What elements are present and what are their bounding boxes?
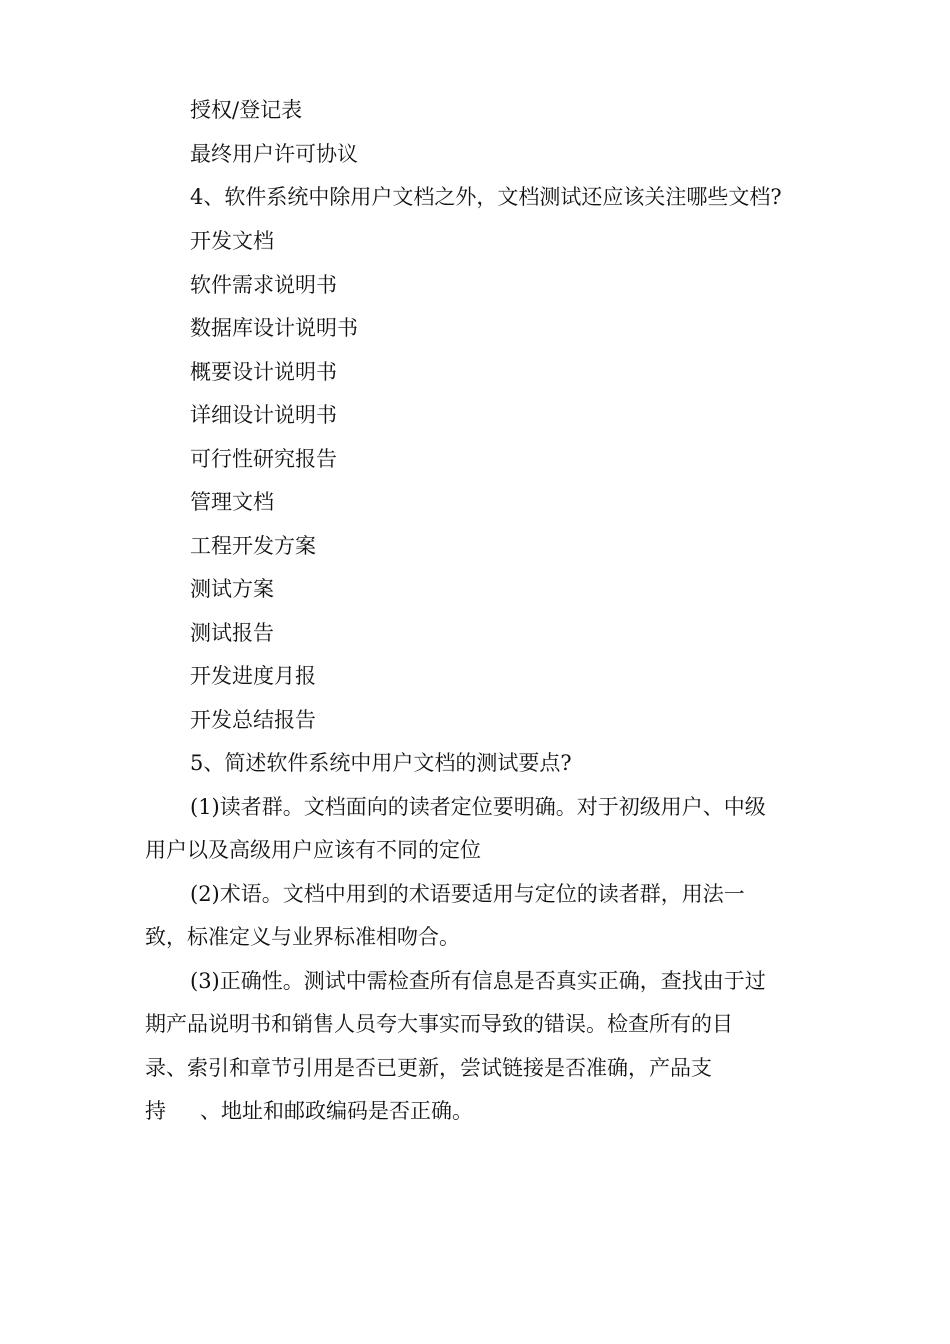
paragraph-line: 录、索引和章节引用是否已更新，尝试链接是否准确，产品支 [145, 1056, 712, 1080]
list-item: 最终用户许可协议 [190, 142, 358, 166]
paragraph-line: 用户以及高级用户应该有不同的定位 [145, 838, 481, 862]
list-item: 可行性研究报告 [190, 447, 337, 471]
question-4: 4、软件系统中除用户文档之外，文档测试还应该关注哪些文档? [190, 185, 782, 209]
list-item: 开发进度月报 [190, 664, 316, 688]
list-item: 详细设计说明书 [190, 403, 337, 427]
paragraph-line: 致，标准定义与业界标准相吻合。 [145, 925, 460, 949]
paragraph-line: (1)读者群。文档面向的读者定位要明确。对于初级用户、中级 [190, 795, 766, 819]
list-item: 测试报告 [190, 621, 274, 645]
list-item: 软件需求说明书 [190, 273, 337, 297]
paragraph-line: (3)正确性。测试中需检查所有信息是否真实正确，查找由于过 [190, 969, 766, 993]
list-item: 开发总结报告 [190, 708, 316, 732]
list-item: 开发文档 [190, 229, 274, 253]
paragraph-line [145, 1098, 473, 1124]
list-item: 工程开发方案 [190, 534, 316, 558]
list-item: 数据库设计说明书 [190, 316, 358, 340]
list-item: 概要设计说明书 [190, 360, 337, 384]
paragraph-fragment: 、地址和邮政编码是否正确。 [200, 1099, 473, 1123]
list-item: 授权/登记表 [190, 98, 303, 122]
list-item: 管理文档 [190, 490, 274, 514]
paragraph-line: (2)术语。文档中用到的术语要适用与定位的读者群，用法一 [190, 882, 745, 906]
paragraph-fragment: 持 [145, 1099, 166, 1123]
list-item: 测试方案 [190, 577, 274, 601]
paragraph-line: 期产品说明书和销售人员夸大事实而导致的错误。检查所有的目 [145, 1012, 733, 1036]
question-5: 5、简述软件系统中用户文档的测试要点? [190, 751, 572, 775]
